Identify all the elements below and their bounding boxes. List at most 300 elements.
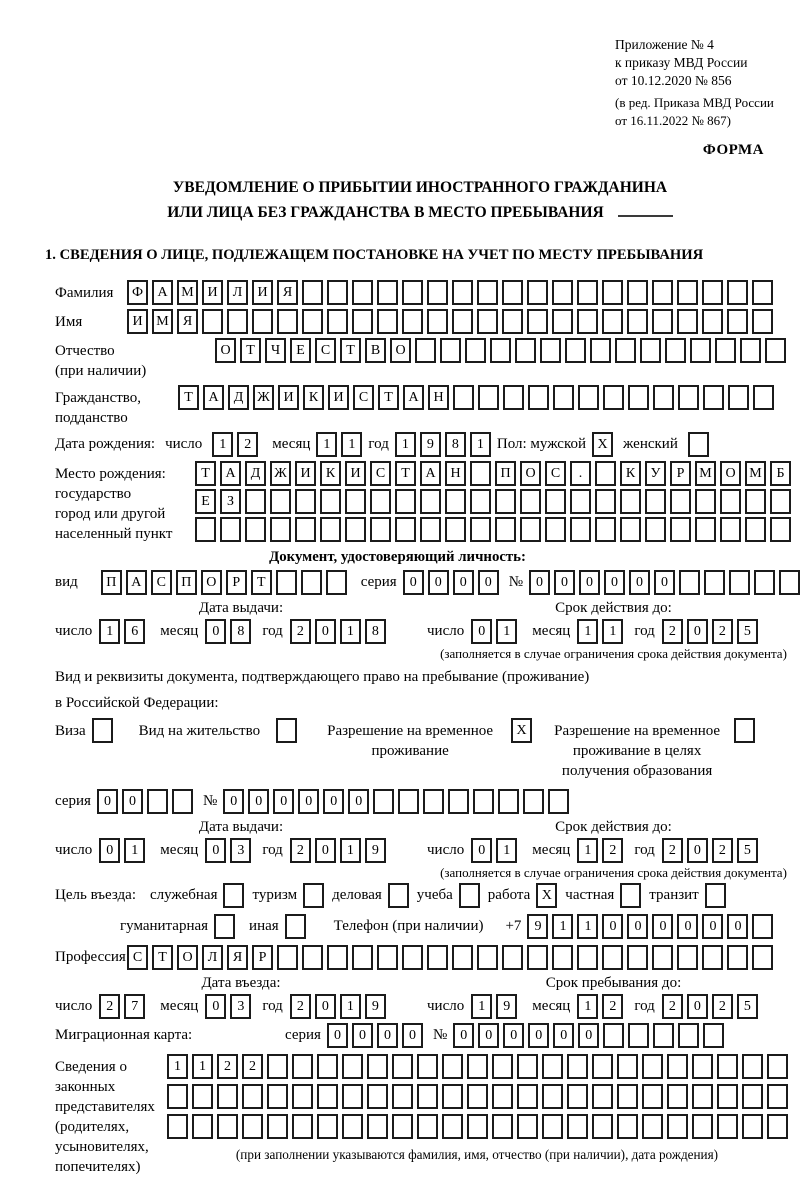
- form-cell[interactable]: 0: [553, 1023, 574, 1048]
- form-cell[interactable]: [527, 309, 548, 334]
- form-cell[interactable]: 8: [230, 619, 251, 644]
- form-cell[interactable]: 1: [496, 838, 517, 863]
- form-cell[interactable]: [627, 945, 648, 970]
- form-cell[interactable]: А: [403, 385, 424, 410]
- form-cell[interactable]: [427, 280, 448, 305]
- form-cell[interactable]: [517, 1084, 538, 1109]
- form-cell[interactable]: 0: [478, 1023, 499, 1048]
- form-cell[interactable]: 2: [712, 994, 733, 1019]
- form-cell[interactable]: [692, 1084, 713, 1109]
- form-cell[interactable]: Е: [195, 489, 216, 514]
- form-cell[interactable]: М: [177, 280, 198, 305]
- form-cell[interactable]: [417, 1084, 438, 1109]
- form-cell[interactable]: С: [315, 338, 336, 363]
- form-cell[interactable]: [302, 309, 323, 334]
- form-cell[interactable]: [690, 338, 711, 363]
- form-cell[interactable]: [495, 517, 516, 542]
- form-cell[interactable]: У: [645, 461, 666, 486]
- form-cell[interactable]: [720, 517, 741, 542]
- gender-male-checkbox[interactable]: X: [592, 432, 613, 457]
- form-cell[interactable]: Д: [245, 461, 266, 486]
- purpose-private-checkbox[interactable]: [620, 883, 641, 908]
- form-cell[interactable]: М: [695, 461, 716, 486]
- form-cell[interactable]: 0: [453, 570, 474, 595]
- form-cell[interactable]: [345, 489, 366, 514]
- form-cell[interactable]: [542, 1084, 563, 1109]
- form-cell[interactable]: [617, 1114, 638, 1139]
- form-cell[interactable]: 0: [327, 1023, 348, 1048]
- form-cell[interactable]: И: [295, 461, 316, 486]
- form-cell[interactable]: [420, 517, 441, 542]
- form-cell[interactable]: [578, 385, 599, 410]
- form-cell[interactable]: [628, 1023, 649, 1048]
- form-cell[interactable]: И: [328, 385, 349, 410]
- form-cell[interactable]: [667, 1114, 688, 1139]
- form-cell[interactable]: [292, 1054, 313, 1079]
- form-cell[interactable]: Е: [290, 338, 311, 363]
- form-cell[interactable]: [470, 461, 491, 486]
- form-cell[interactable]: К: [620, 461, 641, 486]
- form-cell[interactable]: П: [101, 570, 122, 595]
- form-cell[interactable]: [542, 1114, 563, 1139]
- form-cell[interactable]: [702, 945, 723, 970]
- form-cell[interactable]: 0: [687, 838, 708, 863]
- form-cell[interactable]: 2: [290, 994, 311, 1019]
- form-cell[interactable]: [590, 338, 611, 363]
- form-cell[interactable]: 0: [654, 570, 675, 595]
- form-cell[interactable]: [645, 517, 666, 542]
- form-cell[interactable]: 0: [315, 838, 336, 863]
- form-cell[interactable]: Т: [378, 385, 399, 410]
- form-cell[interactable]: А: [220, 461, 241, 486]
- form-cell[interactable]: [292, 1114, 313, 1139]
- form-cell[interactable]: [767, 1084, 788, 1109]
- form-cell[interactable]: [402, 309, 423, 334]
- form-cell[interactable]: [545, 517, 566, 542]
- form-cell[interactable]: [502, 945, 523, 970]
- form-cell[interactable]: [570, 489, 591, 514]
- form-cell[interactable]: [370, 489, 391, 514]
- form-cell[interactable]: [492, 1084, 513, 1109]
- form-cell[interactable]: Ф: [127, 280, 148, 305]
- form-cell[interactable]: 0: [478, 570, 499, 595]
- form-cell[interactable]: [445, 489, 466, 514]
- form-cell[interactable]: 0: [273, 789, 294, 814]
- form-cell[interactable]: 1: [577, 838, 598, 863]
- form-cell[interactable]: М: [745, 461, 766, 486]
- form-cell[interactable]: 0: [554, 570, 575, 595]
- form-cell[interactable]: 3: [230, 994, 251, 1019]
- form-cell[interactable]: 1: [470, 432, 491, 457]
- form-cell[interactable]: Я: [177, 309, 198, 334]
- form-cell[interactable]: 1: [577, 914, 598, 939]
- form-cell[interactable]: [402, 280, 423, 305]
- form-cell[interactable]: 3: [230, 838, 251, 863]
- form-cell[interactable]: 0: [99, 838, 120, 863]
- form-cell[interactable]: [277, 945, 298, 970]
- form-cell[interactable]: 0: [471, 838, 492, 863]
- form-cell[interactable]: 2: [242, 1054, 263, 1079]
- form-cell[interactable]: [327, 309, 348, 334]
- form-cell[interactable]: [677, 309, 698, 334]
- form-cell[interactable]: [276, 570, 297, 595]
- form-cell[interactable]: 0: [627, 914, 648, 939]
- form-cell[interactable]: [377, 945, 398, 970]
- form-cell[interactable]: [620, 517, 641, 542]
- form-cell[interactable]: 0: [122, 789, 143, 814]
- form-cell[interactable]: Т: [251, 570, 272, 595]
- form-cell[interactable]: 0: [471, 619, 492, 644]
- form-cell[interactable]: [495, 489, 516, 514]
- form-cell[interactable]: [492, 1114, 513, 1139]
- form-cell[interactable]: К: [320, 461, 341, 486]
- form-cell[interactable]: 2: [662, 838, 683, 863]
- form-cell[interactable]: [427, 945, 448, 970]
- form-cell[interactable]: [320, 517, 341, 542]
- form-cell[interactable]: [717, 1054, 738, 1079]
- form-cell[interactable]: [295, 517, 316, 542]
- form-cell[interactable]: [742, 1084, 763, 1109]
- form-cell[interactable]: 0: [315, 619, 336, 644]
- form-cell[interactable]: [702, 309, 723, 334]
- form-cell[interactable]: [752, 280, 773, 305]
- form-cell[interactable]: 0: [677, 914, 698, 939]
- form-cell[interactable]: 9: [365, 838, 386, 863]
- form-cell[interactable]: [445, 517, 466, 542]
- form-cell[interactable]: 1: [577, 994, 598, 1019]
- form-cell[interactable]: Т: [178, 385, 199, 410]
- form-cell[interactable]: [740, 338, 761, 363]
- form-cell[interactable]: [727, 280, 748, 305]
- form-cell[interactable]: 9: [420, 432, 441, 457]
- form-cell[interactable]: [753, 385, 774, 410]
- form-cell[interactable]: 0: [223, 789, 244, 814]
- form-cell[interactable]: [602, 945, 623, 970]
- form-cell[interactable]: Л: [202, 945, 223, 970]
- form-cell[interactable]: 2: [662, 994, 683, 1019]
- form-cell[interactable]: [470, 517, 491, 542]
- form-cell[interactable]: 0: [528, 1023, 549, 1048]
- form-cell[interactable]: [720, 489, 741, 514]
- form-cell[interactable]: [477, 945, 498, 970]
- form-cell[interactable]: 0: [348, 789, 369, 814]
- form-cell[interactable]: [420, 489, 441, 514]
- form-cell[interactable]: [317, 1084, 338, 1109]
- form-cell[interactable]: [470, 489, 491, 514]
- form-cell[interactable]: [317, 1114, 338, 1139]
- form-cell[interactable]: [642, 1054, 663, 1079]
- form-cell[interactable]: 0: [377, 1023, 398, 1048]
- form-cell[interactable]: 2: [99, 994, 120, 1019]
- residence-permit-checkbox[interactable]: [276, 718, 297, 743]
- form-cell[interactable]: [242, 1114, 263, 1139]
- form-cell[interactable]: [277, 309, 298, 334]
- form-cell[interactable]: Р: [252, 945, 273, 970]
- form-cell[interactable]: [245, 517, 266, 542]
- form-cell[interactable]: 0: [402, 1023, 423, 1048]
- form-cell[interactable]: 0: [298, 789, 319, 814]
- form-cell[interactable]: С: [370, 461, 391, 486]
- form-cell[interactable]: [592, 1054, 613, 1079]
- form-cell[interactable]: 0: [205, 619, 226, 644]
- form-cell[interactable]: Т: [195, 461, 216, 486]
- form-cell[interactable]: [752, 945, 773, 970]
- form-cell[interactable]: [192, 1114, 213, 1139]
- form-cell[interactable]: [595, 461, 616, 486]
- form-cell[interactable]: [295, 489, 316, 514]
- form-cell[interactable]: С: [127, 945, 148, 970]
- form-cell[interactable]: Р: [226, 570, 247, 595]
- form-cell[interactable]: 1: [124, 838, 145, 863]
- form-cell[interactable]: [652, 945, 673, 970]
- purpose-business-checkbox[interactable]: [388, 883, 409, 908]
- form-cell[interactable]: [395, 517, 416, 542]
- form-cell[interactable]: 1: [99, 619, 120, 644]
- form-cell[interactable]: [670, 489, 691, 514]
- form-cell[interactable]: [677, 280, 698, 305]
- form-cell[interactable]: 2: [290, 838, 311, 863]
- form-cell[interactable]: [217, 1114, 238, 1139]
- temp-residence-checkbox[interactable]: X: [511, 718, 532, 743]
- form-cell[interactable]: [767, 1114, 788, 1139]
- visa-checkbox[interactable]: [92, 718, 113, 743]
- form-cell[interactable]: 1: [552, 914, 573, 939]
- form-cell[interactable]: [367, 1054, 388, 1079]
- form-cell[interactable]: [245, 489, 266, 514]
- form-cell[interactable]: С: [353, 385, 374, 410]
- form-cell[interactable]: [767, 1054, 788, 1079]
- form-cell[interactable]: [528, 385, 549, 410]
- form-cell[interactable]: [301, 570, 322, 595]
- form-cell[interactable]: [717, 1084, 738, 1109]
- form-cell[interactable]: И: [345, 461, 366, 486]
- form-cell[interactable]: [327, 945, 348, 970]
- form-cell[interactable]: 9: [527, 914, 548, 939]
- form-cell[interactable]: 2: [602, 838, 623, 863]
- form-cell[interactable]: [667, 1054, 688, 1079]
- form-cell[interactable]: [147, 789, 168, 814]
- form-cell[interactable]: [515, 338, 536, 363]
- form-cell[interactable]: 0: [248, 789, 269, 814]
- form-cell[interactable]: [392, 1114, 413, 1139]
- form-cell[interactable]: Л: [227, 280, 248, 305]
- form-cell[interactable]: 0: [652, 914, 673, 939]
- form-cell[interactable]: [653, 1023, 674, 1048]
- form-cell[interactable]: [617, 1054, 638, 1079]
- form-cell[interactable]: [592, 1114, 613, 1139]
- purpose-tourism-checkbox[interactable]: [303, 883, 324, 908]
- form-cell[interactable]: [267, 1084, 288, 1109]
- form-cell[interactable]: 0: [403, 570, 424, 595]
- form-cell[interactable]: [670, 517, 691, 542]
- form-cell[interactable]: [442, 1054, 463, 1079]
- form-cell[interactable]: [352, 309, 373, 334]
- form-cell[interactable]: [542, 1054, 563, 1079]
- form-cell[interactable]: [452, 945, 473, 970]
- form-cell[interactable]: [478, 385, 499, 410]
- form-cell[interactable]: [653, 385, 674, 410]
- form-cell[interactable]: [415, 338, 436, 363]
- form-cell[interactable]: 5: [737, 838, 758, 863]
- form-cell[interactable]: [640, 338, 661, 363]
- form-cell[interactable]: [742, 1114, 763, 1139]
- form-cell[interactable]: [167, 1114, 188, 1139]
- form-cell[interactable]: [367, 1114, 388, 1139]
- form-cell[interactable]: [695, 517, 716, 542]
- form-cell[interactable]: 0: [578, 1023, 599, 1048]
- form-cell[interactable]: [502, 309, 523, 334]
- form-cell[interactable]: [652, 280, 673, 305]
- form-cell[interactable]: [302, 945, 323, 970]
- form-cell[interactable]: [448, 789, 469, 814]
- form-cell[interactable]: [370, 517, 391, 542]
- form-cell[interactable]: [195, 517, 216, 542]
- form-cell[interactable]: 1: [316, 432, 337, 457]
- form-cell[interactable]: А: [420, 461, 441, 486]
- form-cell[interactable]: 5: [737, 994, 758, 1019]
- form-cell[interactable]: 0: [97, 789, 118, 814]
- form-cell[interactable]: [327, 280, 348, 305]
- form-cell[interactable]: 2: [712, 619, 733, 644]
- form-cell[interactable]: 0: [315, 994, 336, 1019]
- form-cell[interactable]: 0: [323, 789, 344, 814]
- form-cell[interactable]: [477, 280, 498, 305]
- form-cell[interactable]: [417, 1114, 438, 1139]
- temp-residence-education-checkbox[interactable]: [734, 718, 755, 743]
- form-cell[interactable]: Ж: [270, 461, 291, 486]
- form-cell[interactable]: [270, 517, 291, 542]
- form-cell[interactable]: [770, 489, 791, 514]
- form-cell[interactable]: [703, 385, 724, 410]
- purpose-other-checkbox[interactable]: [285, 914, 306, 939]
- form-cell[interactable]: [402, 945, 423, 970]
- form-cell[interactable]: [752, 914, 773, 939]
- form-cell[interactable]: [342, 1054, 363, 1079]
- form-cell[interactable]: [592, 1084, 613, 1109]
- form-cell[interactable]: 0: [604, 570, 625, 595]
- purpose-official-checkbox[interactable]: [223, 883, 244, 908]
- form-cell[interactable]: 0: [579, 570, 600, 595]
- form-cell[interactable]: [704, 570, 725, 595]
- form-cell[interactable]: О: [177, 945, 198, 970]
- form-cell[interactable]: А: [126, 570, 147, 595]
- form-cell[interactable]: [326, 570, 347, 595]
- form-cell[interactable]: [548, 789, 569, 814]
- form-cell[interactable]: 1: [602, 619, 623, 644]
- form-cell[interactable]: [427, 309, 448, 334]
- form-cell[interactable]: [417, 1054, 438, 1079]
- form-cell[interactable]: [595, 517, 616, 542]
- form-cell[interactable]: [395, 489, 416, 514]
- form-cell[interactable]: 1: [341, 432, 362, 457]
- form-cell[interactable]: Т: [395, 461, 416, 486]
- form-cell[interactable]: [742, 1054, 763, 1079]
- form-cell[interactable]: 0: [352, 1023, 373, 1048]
- form-cell[interactable]: [373, 789, 394, 814]
- form-cell[interactable]: [627, 309, 648, 334]
- form-cell[interactable]: 1: [577, 619, 598, 644]
- form-cell[interactable]: [779, 570, 800, 595]
- gender-female-checkbox[interactable]: [688, 432, 709, 457]
- form-cell[interactable]: 0: [629, 570, 650, 595]
- form-cell[interactable]: [345, 517, 366, 542]
- form-cell[interactable]: [467, 1114, 488, 1139]
- form-cell[interactable]: [678, 1023, 699, 1048]
- form-cell[interactable]: [752, 309, 773, 334]
- form-cell[interactable]: 8: [365, 619, 386, 644]
- form-cell[interactable]: Н: [445, 461, 466, 486]
- form-cell[interactable]: Ч: [265, 338, 286, 363]
- form-cell[interactable]: [467, 1084, 488, 1109]
- form-cell[interactable]: [642, 1114, 663, 1139]
- form-cell[interactable]: [602, 309, 623, 334]
- form-cell[interactable]: 2: [237, 432, 258, 457]
- form-cell[interactable]: 0: [727, 914, 748, 939]
- form-cell[interactable]: И: [252, 280, 273, 305]
- form-cell[interactable]: [342, 1084, 363, 1109]
- form-cell[interactable]: [367, 1084, 388, 1109]
- form-cell[interactable]: [320, 489, 341, 514]
- form-cell[interactable]: И: [127, 309, 148, 334]
- form-cell[interactable]: [754, 570, 775, 595]
- form-cell[interactable]: С: [545, 461, 566, 486]
- form-cell[interactable]: .: [570, 461, 591, 486]
- form-cell[interactable]: [692, 1054, 713, 1079]
- form-cell[interactable]: [252, 309, 273, 334]
- form-cell[interactable]: [770, 517, 791, 542]
- form-cell[interactable]: 2: [217, 1054, 238, 1079]
- form-cell[interactable]: 2: [712, 838, 733, 863]
- form-cell[interactable]: [392, 1084, 413, 1109]
- form-cell[interactable]: [567, 1054, 588, 1079]
- form-cell[interactable]: 0: [687, 619, 708, 644]
- form-cell[interactable]: [678, 385, 699, 410]
- form-cell[interactable]: О: [520, 461, 541, 486]
- form-cell[interactable]: [679, 570, 700, 595]
- form-cell[interactable]: 0: [205, 994, 226, 1019]
- form-cell[interactable]: [527, 945, 548, 970]
- form-cell[interactable]: [202, 309, 223, 334]
- form-cell[interactable]: 5: [737, 619, 758, 644]
- form-cell[interactable]: [467, 1054, 488, 1079]
- form-cell[interactable]: [442, 1084, 463, 1109]
- form-cell[interactable]: Б: [770, 461, 791, 486]
- form-cell[interactable]: [517, 1114, 538, 1139]
- form-cell[interactable]: [628, 385, 649, 410]
- form-cell[interactable]: [717, 1114, 738, 1139]
- form-cell[interactable]: [552, 945, 573, 970]
- form-cell[interactable]: [728, 385, 749, 410]
- purpose-humanitarian-checkbox[interactable]: [214, 914, 235, 939]
- form-cell[interactable]: И: [202, 280, 223, 305]
- form-cell[interactable]: 0: [702, 914, 723, 939]
- form-cell[interactable]: [729, 570, 750, 595]
- form-cell[interactable]: [603, 385, 624, 410]
- form-cell[interactable]: П: [495, 461, 516, 486]
- form-cell[interactable]: [502, 280, 523, 305]
- form-cell[interactable]: [227, 309, 248, 334]
- form-cell[interactable]: [745, 517, 766, 542]
- form-cell[interactable]: [567, 1114, 588, 1139]
- form-cell[interactable]: [270, 489, 291, 514]
- form-cell[interactable]: [392, 1054, 413, 1079]
- form-cell[interactable]: [452, 309, 473, 334]
- form-cell[interactable]: Д: [228, 385, 249, 410]
- form-cell[interactable]: А: [203, 385, 224, 410]
- form-cell[interactable]: [577, 280, 598, 305]
- form-cell[interactable]: [552, 280, 573, 305]
- form-cell[interactable]: [695, 489, 716, 514]
